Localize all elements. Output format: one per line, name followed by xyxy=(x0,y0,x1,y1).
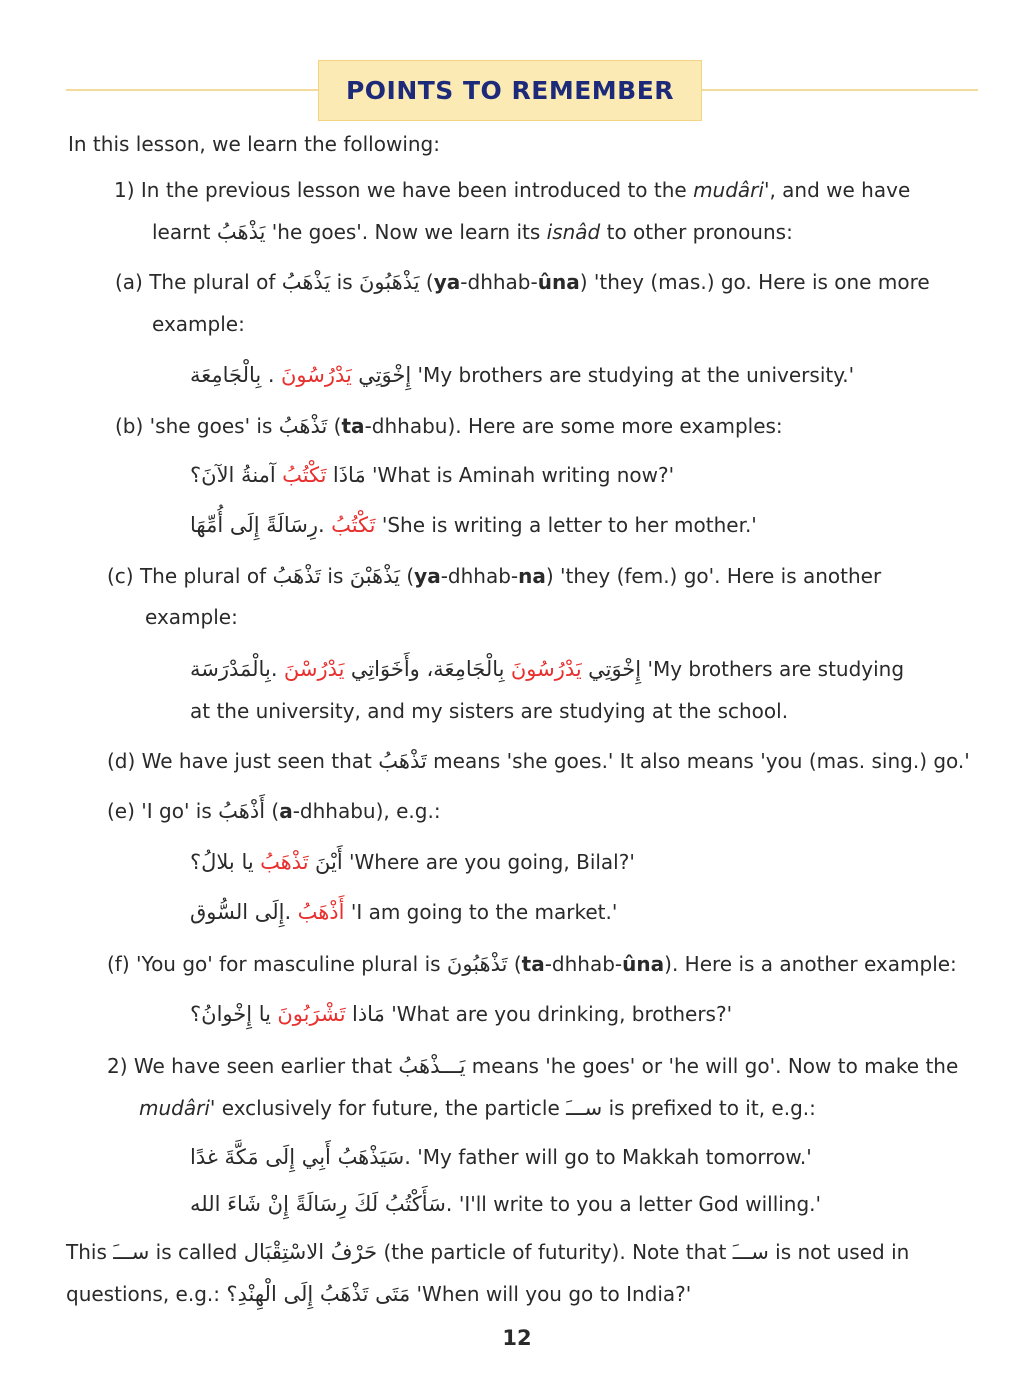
point-1-line-1 xyxy=(114,176,910,204)
closing-line-2 xyxy=(66,1280,691,1308)
arabic-particle: ســـَ xyxy=(732,1240,769,1264)
arabic-particle: ســـَ xyxy=(566,1096,603,1120)
text: 'he goes'. Now we learn its xyxy=(265,220,547,244)
text: to other pronouns: xyxy=(600,220,793,244)
text: (f) 'You go' for masculine plural is xyxy=(107,952,447,976)
bold-syllable: ta xyxy=(341,414,365,438)
arabic-word: يَـــذْهَبُ xyxy=(398,1054,466,1078)
text: ) 'they (mas.) go. Here is one more xyxy=(579,270,930,294)
point-a-example xyxy=(190,361,854,389)
arabic-particle: ســـَ xyxy=(113,1240,150,1264)
arabic-word: تَذْهَبُ xyxy=(272,564,322,588)
term-mudari: mudâri' xyxy=(139,1096,216,1120)
point-f-example xyxy=(190,1000,732,1028)
text: (the particle of futurity). Note that xyxy=(377,1240,733,1264)
text: means 'she goes.' It also means 'you (mas. sing.) go.' xyxy=(426,749,970,773)
arabic-word: تَذْهَبُ xyxy=(278,414,328,438)
arabic-text: سَيَذْهَبُ أَبِي إِلَى مَكَّةَ غدًا. xyxy=(190,1145,411,1169)
bold-syllable: ta xyxy=(521,952,545,976)
arabic-verb-highlight: يَدْرُسُونَ xyxy=(280,363,352,387)
text: ( xyxy=(507,952,522,976)
bold-syllable: ûna xyxy=(537,270,580,294)
arabic-word: تَذْهَبُونَ xyxy=(446,952,508,976)
text: (d) We have just seen that xyxy=(107,749,379,773)
translation: 'What is Aminah writing now?' xyxy=(365,463,675,487)
header-rule-right xyxy=(702,89,978,91)
arabic-word: يَذْهَبُ xyxy=(281,270,331,294)
bold-syllable: na xyxy=(518,564,546,588)
text: -dhhabu), e.g.: xyxy=(292,799,441,823)
arabic-text: بِالْمَدْرَسَة. xyxy=(190,657,278,681)
point-2-line-1 xyxy=(107,1052,958,1080)
translation: 'I am going to the market.' xyxy=(344,900,618,924)
arabic-verb-highlight: يَدْرُسُونَ xyxy=(510,657,582,681)
translation: 'My father will go to Makkah tomorrow.' xyxy=(410,1145,812,1169)
point-a-line-1 xyxy=(115,268,930,296)
page-title: POINTS TO REMEMBER xyxy=(345,76,675,105)
bold-syllable: ya xyxy=(414,564,441,588)
arabic-text: إِلَى السُّوق. xyxy=(190,900,292,924)
header-rule-left xyxy=(66,89,318,91)
arabic-text: يا بلالُ؟ xyxy=(190,850,254,874)
arabic-word: أَذْهَبُ xyxy=(218,799,266,823)
text: -dhhab- xyxy=(440,564,519,588)
text: ( xyxy=(265,799,280,823)
arabic-text: بِالْجَامِعَة . xyxy=(190,363,275,387)
term-mudari: mudâri' xyxy=(693,178,770,202)
translation: 'Where are you going, Bilal?' xyxy=(342,850,635,874)
text: This xyxy=(66,1240,114,1264)
arabic-verb-highlight: تَذْهَبُ xyxy=(260,850,309,874)
point-b-example-2 xyxy=(190,511,757,539)
text: learnt xyxy=(152,220,217,244)
arabic-text: أَيْنَ xyxy=(314,850,343,874)
point-c-example xyxy=(190,655,904,683)
text: is not used in xyxy=(768,1240,910,1264)
arabic-text: مَتَى تَذْهَبُ إِلَى الْهِنْدِ؟ xyxy=(226,1282,411,1306)
text: ( xyxy=(400,564,415,588)
text: (a) The plural of xyxy=(115,270,282,294)
text: (e) 'I go' is xyxy=(107,799,219,823)
text: -dhhabu). Here are some more examples: xyxy=(364,414,783,438)
text: ( xyxy=(419,270,434,294)
text: exclusively for future, the particle xyxy=(215,1096,567,1120)
translation: 'She is writing a letter to her mother.' xyxy=(375,513,757,537)
arabic-text: آمنةُ الآنَ؟ xyxy=(190,463,276,487)
point-c-example-line-2: at the university, and my sisters are studying at the school. xyxy=(190,699,789,723)
arabic-word: يَذْهَبُ xyxy=(216,220,266,244)
point-b-line-1 xyxy=(115,412,783,440)
text: is xyxy=(321,564,350,588)
text: In the previous lesson we have been introduced to the xyxy=(140,178,694,202)
point-f-line xyxy=(107,950,957,978)
point-d-line xyxy=(107,747,970,775)
text: -dhhab- xyxy=(544,952,623,976)
arabic-text: سَأَكْتُبُ لَكَ رِسَالَةً إِنْ شَاءَ الله. xyxy=(190,1192,453,1216)
arabic-word: تَذْهَبُ xyxy=(378,749,427,773)
arabic-verb-highlight: يَدْرُسْنَ xyxy=(283,657,345,681)
text: is xyxy=(330,270,359,294)
translation: 'What are you drinking, brothers?' xyxy=(384,1002,733,1026)
arabic-verb-highlight: تَكْتُبُ xyxy=(282,463,327,487)
text: is called xyxy=(149,1240,244,1264)
translation: 'My brothers are studying at the university.' xyxy=(411,363,855,387)
point-a-line-2: example: xyxy=(152,312,245,336)
text: means 'he goes' or 'he will go'. Now to make the xyxy=(465,1054,959,1078)
closing-line-1 xyxy=(66,1238,909,1266)
text: ). Here is a another example: xyxy=(664,952,957,976)
translation: 'My brothers are studying xyxy=(641,657,905,681)
point-e-example-2 xyxy=(190,898,617,926)
term-isnad: isnâd xyxy=(546,220,601,244)
translation: 'I'll write to you a letter God willing.' xyxy=(452,1192,822,1216)
arabic-word: يَذْهَبْنَ xyxy=(349,564,400,588)
point-2-line-2 xyxy=(139,1094,816,1122)
point-c-line-2: example: xyxy=(145,605,238,629)
arabic-verb-highlight: تَكْتُبُ xyxy=(331,513,376,537)
arabic-word: يَذْهَبُونَ xyxy=(359,270,420,294)
text: is prefixed to it, e.g.: xyxy=(602,1096,816,1120)
bold-syllable: ûna xyxy=(622,952,665,976)
point-2-example-2 xyxy=(190,1190,821,1218)
arabic-text: يا إِخْوانُ؟ xyxy=(190,1002,271,1026)
translation: 'When will you go to India?' xyxy=(410,1282,692,1306)
arabic-text: بِالْجَامِعَة، وأَخَوَاتِي xyxy=(350,657,505,681)
point-c-line-1 xyxy=(107,562,881,590)
arabic-term: حَرْفُ الاسْتِقْبَال xyxy=(243,1240,378,1264)
arabic-text: رِسَالَةً إِلَى أُمِّهَا. xyxy=(190,513,325,537)
arabic-text: إِخْوَتِي xyxy=(358,363,412,387)
point-1-line-2 xyxy=(152,218,793,246)
bold-syllable: ya xyxy=(433,270,461,294)
intro-text: In this lesson, we learn the following: xyxy=(68,132,440,156)
arabic-verb-highlight: أَذْهَبُ xyxy=(297,900,345,924)
text: questions, e.g.: xyxy=(66,1282,227,1306)
arabic-verb-highlight: تَشْرَبُونَ xyxy=(277,1002,346,1026)
text: (c) The plural of xyxy=(107,564,273,588)
page-number: 12 xyxy=(502,1326,532,1350)
text: 2) We have seen earlier that xyxy=(107,1054,399,1078)
point-e-line xyxy=(107,797,441,825)
title-box xyxy=(318,60,702,121)
point-e-example-1 xyxy=(190,848,635,876)
arabic-text: إِخْوَتِي xyxy=(588,657,642,681)
point-b-example-1 xyxy=(190,461,674,489)
point-1-number: 1) xyxy=(114,178,135,202)
arabic-text: مَاذَا xyxy=(332,463,366,487)
text: ) 'they (fem.) go'. Here is another xyxy=(545,564,882,588)
point-2-example-1 xyxy=(190,1143,812,1171)
text: , and we have xyxy=(769,178,911,202)
arabic-text: مَاذا xyxy=(352,1002,385,1026)
text: -dhhab- xyxy=(460,270,538,294)
bold-syllable: a xyxy=(279,799,293,823)
text: (b) 'she goes' is xyxy=(115,414,279,438)
text: ( xyxy=(327,414,342,438)
